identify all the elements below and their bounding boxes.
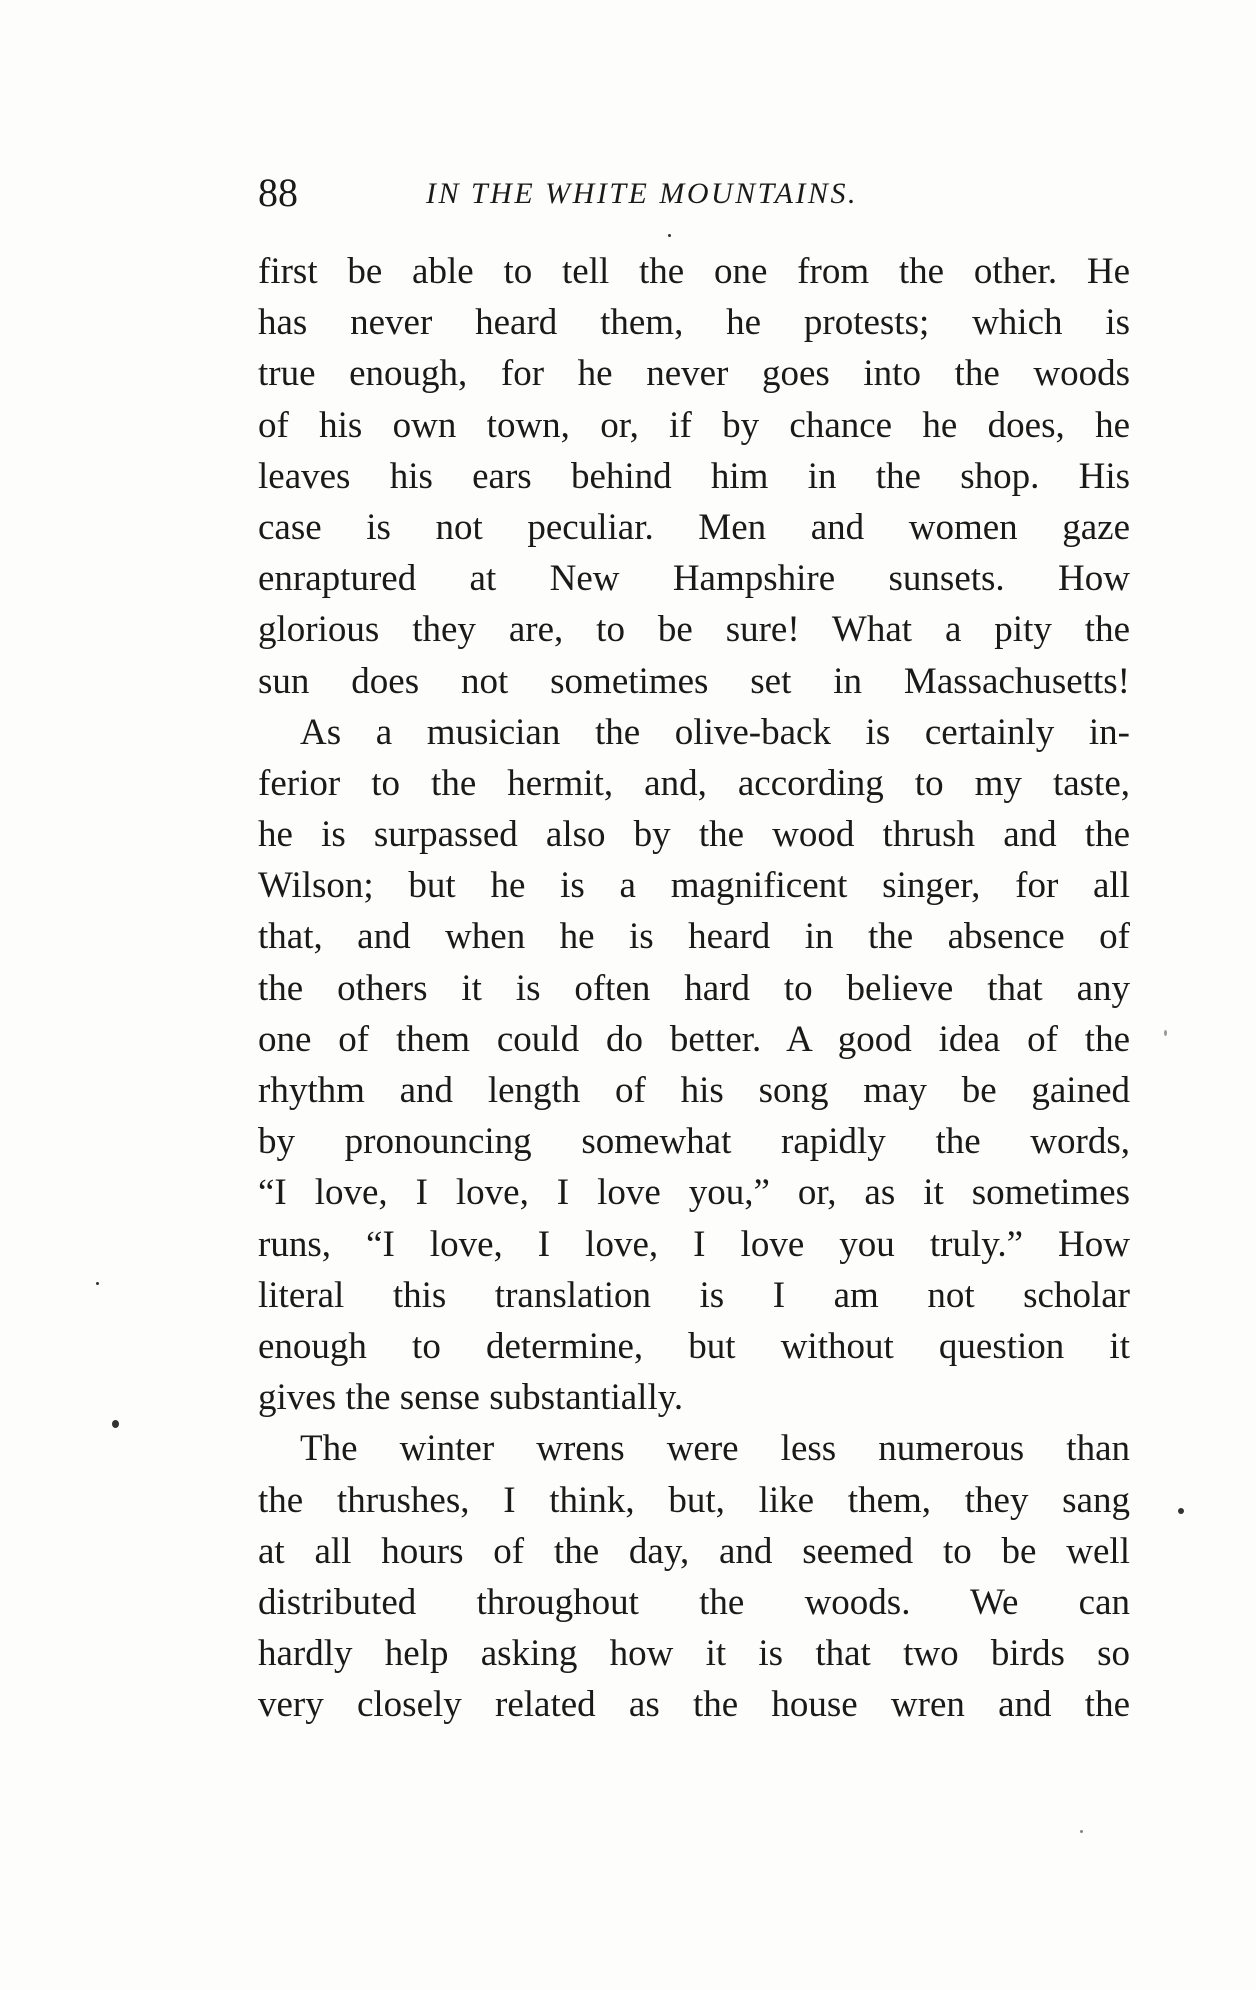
text-line: he is surpassed also by the wood thrush and the <box>258 814 1130 856</box>
text-line: has never heard them, he protests; which is <box>258 302 1130 344</box>
paper-speck <box>112 1420 119 1428</box>
text-line: As a musician the olive-back is certainly in- <box>300 711 1130 753</box>
text-line: glorious they are, to be sure! What a pity the <box>258 609 1130 651</box>
text-line: enraptured at New Hampshire sunsets. How <box>258 558 1130 600</box>
text-line: distributed throughout the woods. We can <box>258 1581 1130 1623</box>
paper-speck <box>1178 1508 1184 1514</box>
text-line: first be able to tell the one from the other. He <box>258 251 1130 292</box>
paper-speck <box>1080 1830 1083 1833</box>
text-line: one of them could do better. A good idea of the <box>258 1018 1130 1060</box>
text-line: that, and when he is heard in the absence of <box>258 916 1130 958</box>
text-line: the others it is often hard to believe that any <box>258 967 1130 1009</box>
text-line: case is not peculiar. Men and women gaze <box>258 506 1130 548</box>
page-header <box>258 168 1128 218</box>
text-line: literal this translation is I am not scholar <box>258 1274 1130 1316</box>
paper-speck <box>668 234 671 237</box>
text-line: The winter wrens were less numerous than <box>300 1428 1130 1470</box>
text-line: rhythm and length of his song may be gained <box>258 1070 1130 1111</box>
text-line: ferior to the hermit, and, according to my taste, <box>258 762 1130 804</box>
text-line: leaves his ears behind him in the shop. His <box>258 455 1130 497</box>
text-line: by pronouncing somewhat rapidly the words, <box>258 1121 1130 1163</box>
page-number: 88 <box>258 170 298 215</box>
body-text <box>258 246 1130 1730</box>
text-line: runs, “I love, I love, I love you truly.” How <box>258 1223 1130 1265</box>
text-line: the thrushes, I think, but, like them, they sang <box>258 1479 1130 1521</box>
text-line: sun does not sometimes set in Massachusetts! <box>258 660 1130 702</box>
text-line: Wilson; but he is a magnificent singer, for all <box>258 865 1130 907</box>
text-line: very closely related as the house wren and the <box>258 1684 1130 1726</box>
paper-speck <box>1164 1030 1167 1036</box>
text-line: enough to determine, but without question it <box>258 1325 1130 1367</box>
text-line: “I love, I love, I love you,” or, as it sometimes <box>258 1172 1130 1214</box>
text-line: of his own town, or, if by chance he does, he <box>258 404 1130 446</box>
text-line: true enough, for he never goes into the woods <box>258 353 1130 395</box>
text-line: hardly help asking how it is that two birds so <box>258 1633 1130 1675</box>
text-line: gives the sense substantially. <box>258 1377 684 1419</box>
text-line: at all hours of the day, and seemed to be well <box>258 1530 1130 1572</box>
paper-speck <box>96 1282 99 1285</box>
running-head: IN THE WHITE MOUNTAINS. <box>426 177 858 210</box>
